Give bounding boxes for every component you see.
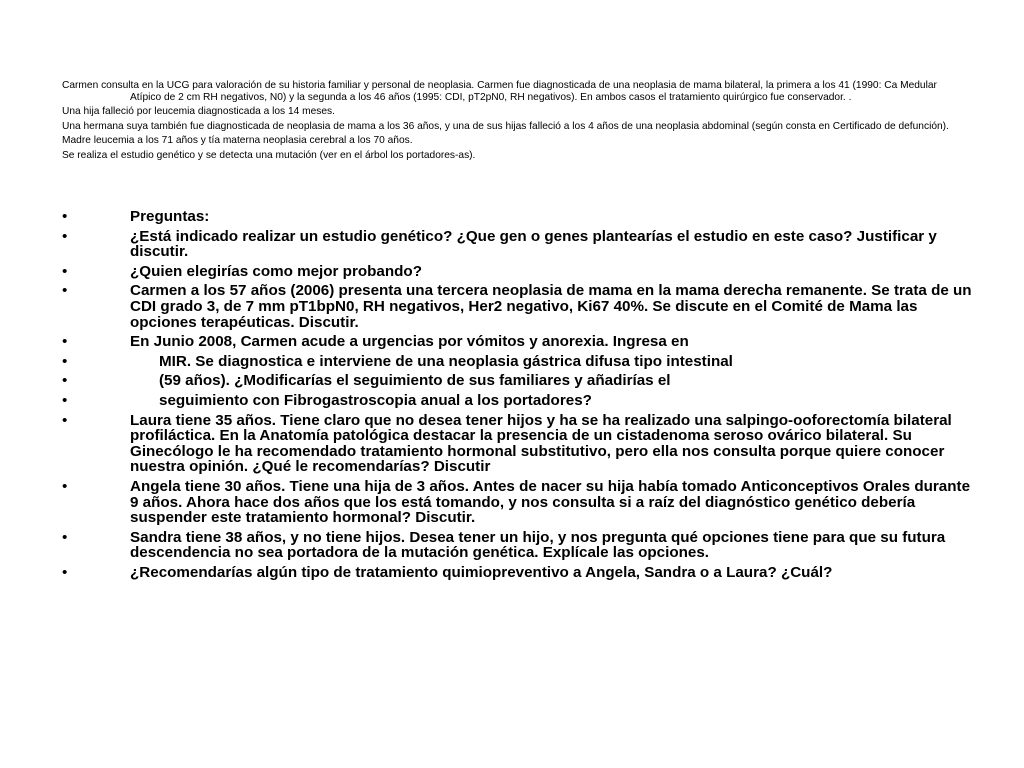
case-paragraph-genetic-study: Se realiza el estudio genético y se detecta una mutación (ver en el árbol los portadores-as). [62, 149, 476, 161]
bullet: • [62, 391, 68, 409]
question-text: ¿Está indicado realizar un estudio genético? ¿Que gen o genes plantearías el estudio en este caso? Justificar y discutir. [130, 227, 937, 261]
bullet: • [62, 282, 68, 300]
questions-list [62, 209, 982, 584]
question-text: ¿Quien elegirías como mejor probando? [130, 262, 422, 280]
question-text: Laura tiene 35 años. Tiene claro que no desea tener hijos y ha se ha realizado una salpingo-ooforectomía bilateral profiláctica. En la Anatomía patológica destacar la presencia de un cistadenoma seroso ovárico bilateral. Su Ginecólogo le ha recomendado tratamiento hormonal substitutivo, pero ella nos consulta porque quiere conocer nuestra opinión. ¿Qué le recomendarías? Discutir [130, 411, 952, 476]
bullet: • [62, 208, 68, 225]
question-item [62, 264, 982, 280]
question-text: Sandra tiene 38 años, y no tiene hijos. Desea tener un hijo, y nos pregunta qué opciones tiene para que su futura descendencia no sea portadora de la mutación genética. Explícale las opciones. [130, 528, 946, 562]
question-text: MIR. Se diagnostica e interviene de una neoplasia gástrica difusa tipo intestinal [159, 352, 733, 370]
case-paragraph-carmen: Carmen consulta en la UCG para valoración de su historia familiar y personal de neoplasia. Carmen fue diagnosticada de una neoplasia de mama bilateral, la primera a los 41 (1990: Ca Medular Atípico de 2 cm RH negativos, N0) y la segunda a los 46 años (1995: CDI, pT2pN0, RH negativos). En ambos casos el tratamiento quirúrgico fue conservador. . [62, 80, 937, 103]
bullet: • [62, 262, 68, 280]
question-item [62, 354, 982, 370]
question-text: En Junio 2008, Carmen acude a urgencias por vómitos y anorexia. Ingresa en [130, 333, 689, 351]
question-item [62, 479, 982, 526]
question-text: (59 años). ¿Modificarías el seguimiento de sus familiares y añadirías el [159, 372, 671, 390]
case-paragraph-sister: Una hermana suya también fue diagnosticada de neoplasia de mama a los 36 años, y una de sus hijas falleció a los 4 años de una neoplasia abdominal (según consta en Certificado de defunción). [62, 120, 949, 132]
question-item [62, 565, 982, 581]
question-item [62, 530, 982, 561]
question-text: Preguntas: [130, 208, 210, 225]
bullet: • [62, 227, 68, 245]
question-text: Angela tiene 30 años. Tiene una hija de 3 años. Antes de nacer su hija había tomado Anticonceptivos Orales durante 9 años. Ahora hace dos años que los está tomando, y nos consulta si a raíz del diagnóstico genético debería suspender este tratamiento hormonal? Discutir. [130, 477, 971, 527]
case-history [62, 80, 962, 165]
question-text: Carmen a los 57 años (2006) presenta una tercera neoplasia de mama en la mama derecha remanente. Se trata de un CDI grado 3, de 7 mm pT1bpN0, RH negativos, Her2 negativo, Ki67 40%. Se discute en el Comité de Mama las opciones terapéuticas. Discutir. [130, 282, 972, 331]
bullet: • [62, 528, 68, 546]
question-item [62, 393, 982, 409]
question-item [62, 334, 982, 350]
question-text: ¿Recomendarías algún tipo de tratamiento quimiopreventivo a Angela, Sandra o a Laura? ¿Cuál? [130, 563, 833, 581]
bullet: • [62, 333, 68, 351]
question-text: seguimiento con Fibrogastroscopia anual a los portadores? [159, 391, 592, 409]
bullet: • [62, 372, 68, 390]
case-paragraph-mother: Madre leucemia a los 71 años y tía materna neoplasia cerebral a los 70 años. [62, 135, 413, 147]
question-item [62, 373, 982, 389]
question-item [62, 283, 982, 330]
bullet: • [62, 563, 68, 581]
bullet: • [62, 477, 68, 495]
bullet: • [62, 352, 68, 370]
question-item [62, 229, 982, 260]
case-paragraph-daughter: Una hija falleció por leucemia diagnosticada a los 14 meses. [62, 106, 335, 118]
question-item [62, 413, 982, 475]
question-heading [62, 209, 982, 225]
bullet: • [62, 411, 68, 429]
